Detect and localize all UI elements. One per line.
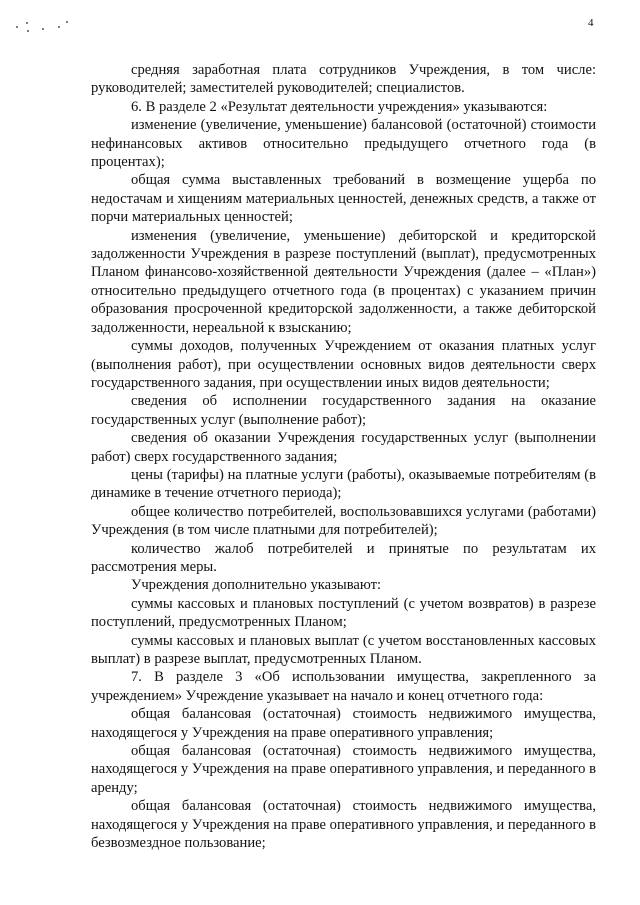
paragraph-services-beyond-assignment: сведения об оказании Учреждения государственных услуг (выполнении работ) сверх государственного задания; bbox=[91, 430, 596, 465]
document-body bbox=[91, 61, 596, 852]
paragraph-property-free-use: общая балансовая (остаточная) стоимость недвижимого имущества, находящегося у Учреждения на праве оперативного управления, и переданного в безвозмездное пользование; bbox=[91, 798, 596, 852]
paragraph-cash-payments: суммы кассовых и плановых выплат (с учетом восстановленных кассовых выплат) в разрезе выплат, предусмотренных Планом. bbox=[91, 632, 596, 667]
paragraph-property-operational-management: общая балансовая (остаточная) стоимость недвижимого имущества, находящегося у Учреждения на праве оперативного управления; bbox=[91, 706, 596, 741]
paragraph-property-leased: общая балансовая (остаточная) стоимость недвижимого имущества, находящегося у Учреждения на праве оперативного управления, и переданного в аренду; bbox=[91, 743, 596, 796]
paragraph-state-assignment-execution: сведения об исполнении государственного задания на оказание государственных услуг (выполнение работ); bbox=[91, 393, 596, 428]
paragraph-prices-tariffs: цены (тарифы) на платные услуги (работы), оказываемые потребителям (в динамике в течение отчетного периода); bbox=[91, 466, 596, 502]
page-number: 4 bbox=[588, 17, 594, 29]
paragraph-salary: средняя заработная плата сотрудников Учреждения, в том числе: руководителей; заместителей руководителей; специалистов. bbox=[91, 62, 596, 97]
paragraph-section-3-heading: 7. В разделе 3 «Об использовании имущества, закрепленного за учреждением» Учреждение указывает на начало и конец отчетного года: bbox=[91, 669, 596, 704]
paragraph-section-2-heading: 6. В разделе 2 «Результат деятельности учреждения» указываются: bbox=[131, 98, 548, 115]
paragraph-consumer-count: общее количество потребителей, воспользовавшихся услугами (работами) Учреждения (в том числе платными для потребителей); bbox=[91, 503, 596, 539]
paragraph-complaints: количество жалоб потребителей и принятые по результатам их рассмотрения меры. bbox=[91, 540, 596, 575]
paragraph-additional-info-heading: Учреждения дополнительно указывают: bbox=[131, 577, 382, 594]
paragraph-receivables-payables: изменения (увеличение, уменьшение) дебиторской и кредиторской задолженности Учреждения в разрезе поступлений (выплат), предусмотренных Планом финансово-хозяйственной деятельности Учреждения (далее – «План») относительно предыдущего отчетного года (в процентах) с указанием причин образования просроченной кредиторской задолженности, а также дебиторской задолженности, нереальной к взысканию; bbox=[91, 227, 596, 336]
paragraph-damage-claims: общая сумма выставленных требований в возмещение ущерба по недостачам и хищениям материальных ценностей, денежных средств, а также от порчи материальных ценностей; bbox=[91, 172, 596, 226]
scan-artifact-dots bbox=[14, 20, 74, 36]
paragraph-nonfinancial-assets: изменение (увеличение, уменьшение) балансовой (остаточной) стоимости нефинансовых активов относительно предыдущего отчетного года (в процентах); bbox=[91, 117, 596, 171]
paragraph-paid-services-income: суммы доходов, полученных Учреждением от оказания платных услуг (выполнения работ), при осуществлении основных видов деятельности сверх государственного задания, при осуществлении иных видов деятельности; bbox=[91, 338, 596, 391]
paragraph-cash-receipts: суммы кассовых и плановых поступлений (с учетом возвратов) в разрезе поступлений, предусмотренных Планом; bbox=[91, 595, 596, 631]
